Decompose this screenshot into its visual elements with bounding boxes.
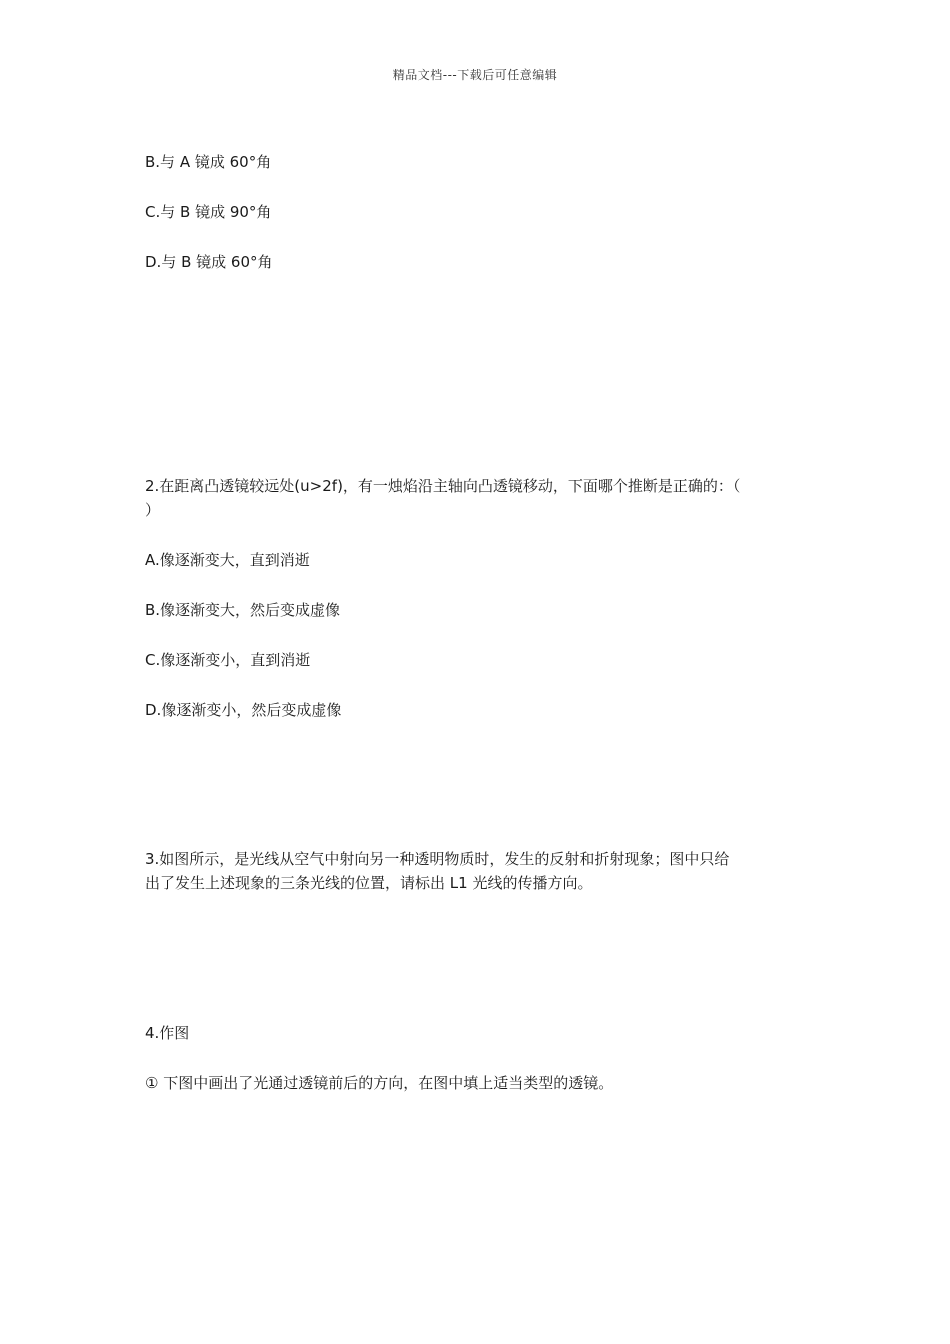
- q1-option-c: C.与 B 镜成 90°角: [145, 203, 272, 221]
- q2-option-b: B.像逐渐变大，然后变成虚像: [145, 601, 341, 619]
- q1-option-d: D.与 B 镜成 60°角: [145, 253, 273, 271]
- q2-stem-line2: ）: [145, 501, 161, 519]
- q2-option-a: A.像逐渐变大，直到消逝: [145, 551, 310, 569]
- q1-option-b: B.与 A 镜成 60°角: [145, 153, 272, 171]
- q2-option-d: D.像逐渐变小，然后变成虚像: [145, 701, 342, 719]
- q3-stem-line1: 3.如图所示，是光线从空气中射向另一种透明物质时，发生的反射和折射现象；图中只给: [145, 850, 730, 868]
- q2-option-c: C.像逐渐变小，直到消逝: [145, 651, 311, 669]
- q4-item1: ① 下图中画出了光通过透镜前后的方向，在图中填上适当类型的透镜。: [145, 1074, 614, 1092]
- q4-title: 4.作图: [145, 1024, 190, 1042]
- q3-stem-line2: 出了发生上述现象的三条光线的位置，请标出 L1 光线的传播方向。: [145, 874, 593, 892]
- page-header: 精品文档---下载后可任意编辑: [392, 68, 558, 82]
- q2-stem-line1: 2.在距离凸透镜较远处(u>2f)，有一烛焰沿主轴向凸透镜移动，下面哪个推断是正确的：（: [145, 477, 741, 495]
